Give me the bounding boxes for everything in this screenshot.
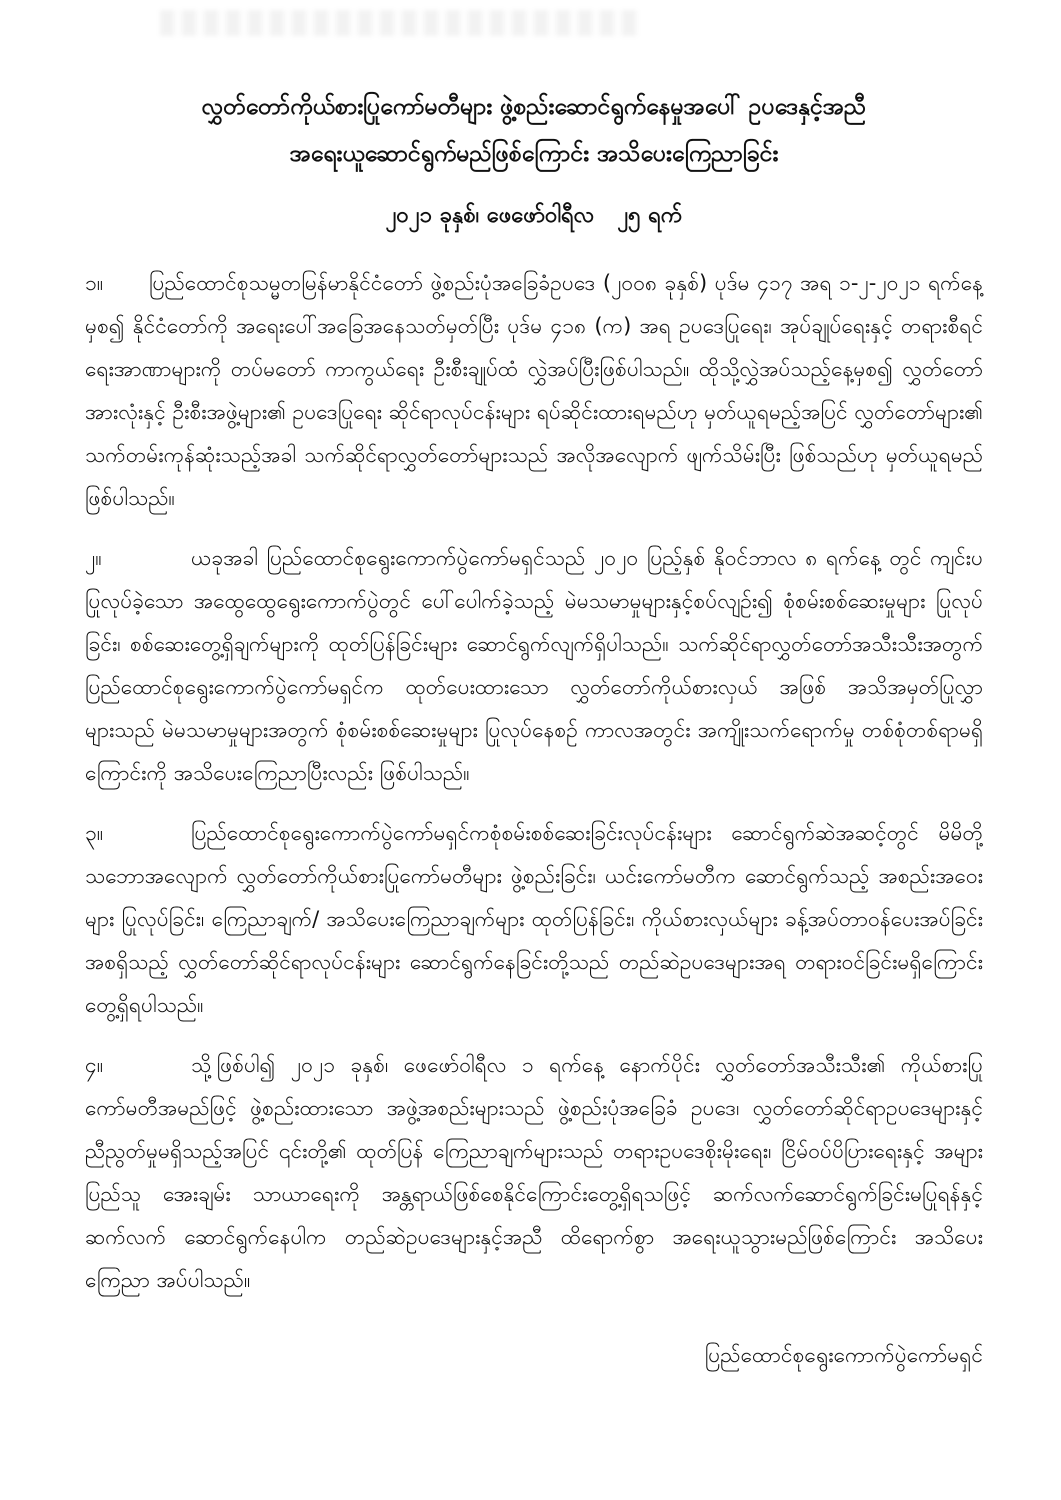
paragraph-3	[85, 812, 983, 1027]
paragraph-4-text: သို့ဖြစ်ပါ၍ ၂၀၂၁ ခုနှစ်၊ ဖေဖော်ဝါရီလ ၁ ရက်နေ့ နောက်ပိုင်း လွှတ်တော်အသီးသီး၏ ကိုယ်စားပြုကော်မတီအမည်ဖြင့် ဖွဲ့စည်းထားသော အဖွဲ့အစည်းများသည် ဖွဲ့စည်းပုံအခြေခံ ဥပဒေ၊ လွှတ်တော်ဆိုင်ရာဥပဒေများနှင့် ညီညွတ်မှုမရှိသည့်အပြင် ၎င်းတို့၏ ထုတ်ပြန် ကြေညာချက်များသည် တရားဥပဒေစိုးမိုးရေး၊ ငြိမ်ဝပ်ပိပြားရေးနှင့် အများပြည်သူ အေးချမ်း သာယာရေးကို အန္တရာယ်ဖြစ်စေနိုင်ကြောင်းတွေ့ရှိရသဖြင့် ဆက်လက်ဆောင်ရွက်ခြင်းမပြုရန်နှင့် ဆက်လက် ဆောင်ရွက်နေပါက တည်ဆဲဥပဒေများနှင့်အညီ ထိရောက်စွာ အရေးယူသွားမည်ဖြစ်ကြောင်း အသိပေး ကြေညာ အပ်ပါသည်။	[85, 1053, 983, 1292]
paragraph-1	[85, 262, 983, 520]
document-title-line2: အရေးယူဆောင်ရွက်မည်ဖြစ်ကြောင်း အသိပေးကြေညာခြင်း	[289, 141, 779, 167]
paragraph-1-number: ၁။	[85, 271, 104, 295]
paragraph-4	[85, 1044, 983, 1302]
paragraph-2	[85, 537, 983, 795]
paragraph-3-text: ပြည်ထောင်စုရွေးကောက်ပွဲကော်မရှင်ကစုံစမ်းစစ်ဆေးခြင်းလုပ်ငန်းများ ဆောင်ရွက်ဆဲအဆင့်တွင် မိမိတို့ သဘောအလျောက် လွှတ်တော်ကိုယ်စားပြုကော်မတီများ ဖွဲ့စည်းခြင်း၊ ယင်းကော်မတီက ဆောင်ရွက်သည့် အစည်းအဝေးများ ပြုလုပ်ခြင်း၊ ကြေညာချက်/ အသိပေးကြေညာချက်များ ထုတ်ပြန်ခြင်း၊ ကိုယ်စားလှယ်များ ခန့်အပ်တာဝန်ပေးအပ်ခြင်း အစရှိသည့် လွှတ်တော်ဆိုင်ရာလုပ်ငန်းများ ဆောင်ရွက်နေခြင်းတို့သည် တည်ဆဲဥပဒေများအရ တရားဝင်ခြင်းမရှိကြောင်း တွေ့ရှိရပါသည်။	[85, 821, 983, 1017]
paragraph-2-text: ယခုအခါ ပြည်ထောင်စုရွေးကောက်ပွဲကော်မရှင်သည် ၂၀၂၀ ပြည့်နှစ် နိုဝင်ဘာလ ၈ ရက်နေ့ တွင် ကျင်းပပြုလုပ်ခဲ့သော အထွေထွေရွေးကောက်ပွဲတွင် ပေါ်ပေါက်ခဲ့သည့် မဲမသမာမှုများနှင့်စပ်လျဉ်း၍ စုံစမ်းစစ်ဆေးမှုများ ပြုလုပ်ခြင်း၊ စစ်ဆေးတွေ့ရှိချက်များကို ထုတ်ပြန်ခြင်းများ ဆောင်ရွက်လျက်ရှိပါသည်။ သက်ဆိုင်ရာလွှတ်တော်အသီးသီးအတွက် ပြည်ထောင်စုရွေးကောက်ပွဲကော်မရှင်က ထုတ်ပေးထားသော လွှတ်တော်ကိုယ်စားလှယ် အဖြစ် အသိအမှတ်ပြုလွှာများသည် မဲမသမာမှုများအတွက် စုံစမ်းစစ်ဆေးမှုများ ပြုလုပ်နေစဉ် ကာလအတွင်း အကျိုးသက်ရောက်မှု တစ်စုံတစ်ရာမရှိကြောင်းကို အသိပေးကြေညာပြီးလည်း ဖြစ်ပါသည်။	[85, 546, 983, 785]
paragraph-4-number: ၄။	[85, 1053, 104, 1077]
paragraph-2-number: ၂။	[85, 546, 102, 570]
paragraph-3-number: ၃။	[85, 821, 104, 845]
paragraph-1-text: ပြည်ထောင်စုသမ္မတမြန်မာနိုင်ငံတော် ဖွဲ့စည်းပုံအခြေခံဥပဒေ (၂၀၀၈ ခုနှစ်) ပုဒ်မ ၄၁၇ အရ ၁-၂-၂၀၂၁ ရက်နေ့မှစ၍ နိုင်ငံတော်ကို အရေးပေါ်အခြေအနေသတ်မှတ်ပြီး ပုဒ်မ ၄၁၈ (က) အရ ဥပဒေပြုရေး၊ အုပ်ချုပ်ရေးနှင့် တရားစီရင်ရေးအာဏာများကို တပ်မတော် ကာကွယ်ရေး ဦးစီးချုပ်ထံ လွှဲအပ်ပြီးဖြစ်ပါသည်။ ထိုသို့လွှဲအပ်သည့်နေ့မှစ၍ လွှတ်တော်အားလုံးနှင့် ဦးစီးအဖွဲ့များ၏ ဥပဒေပြုရေး ဆိုင်ရာလုပ်ငန်းများ ရပ်ဆိုင်းထားရမည်ဟု မှတ်ယူရမည့်အပြင် လွှတ်တော်များ၏ သက်တမ်းကုန်ဆုံးသည့်အခါ သက်ဆိုင်ရာလွှတ်တော်များသည် အလိုအလျောက် ဖျက်သိမ်းပြီး ဖြစ်သည်ဟု မှတ်ယူရမည်ဖြစ်ပါသည်။	[85, 271, 983, 510]
signature-line: ပြည်ထောင်စုရွေးကောက်ပွဲကော်မရှင်	[704, 1343, 983, 1367]
scan-artifact	[160, 10, 640, 36]
document-date: ၂၀၂၁ ခုနှစ်၊ ဖေဖော်ဝါရီလ ၂၅ ရက်	[385, 203, 683, 228]
document-title	[85, 84, 983, 178]
document-title-line1: လွှတ်တော်ကိုယ်စားပြုကော်မတီများ ဖွဲ့စည်းဆောင်ရွက်နေမှုအပေါ် ဥပဒေနှင့်အညီ	[201, 94, 867, 120]
